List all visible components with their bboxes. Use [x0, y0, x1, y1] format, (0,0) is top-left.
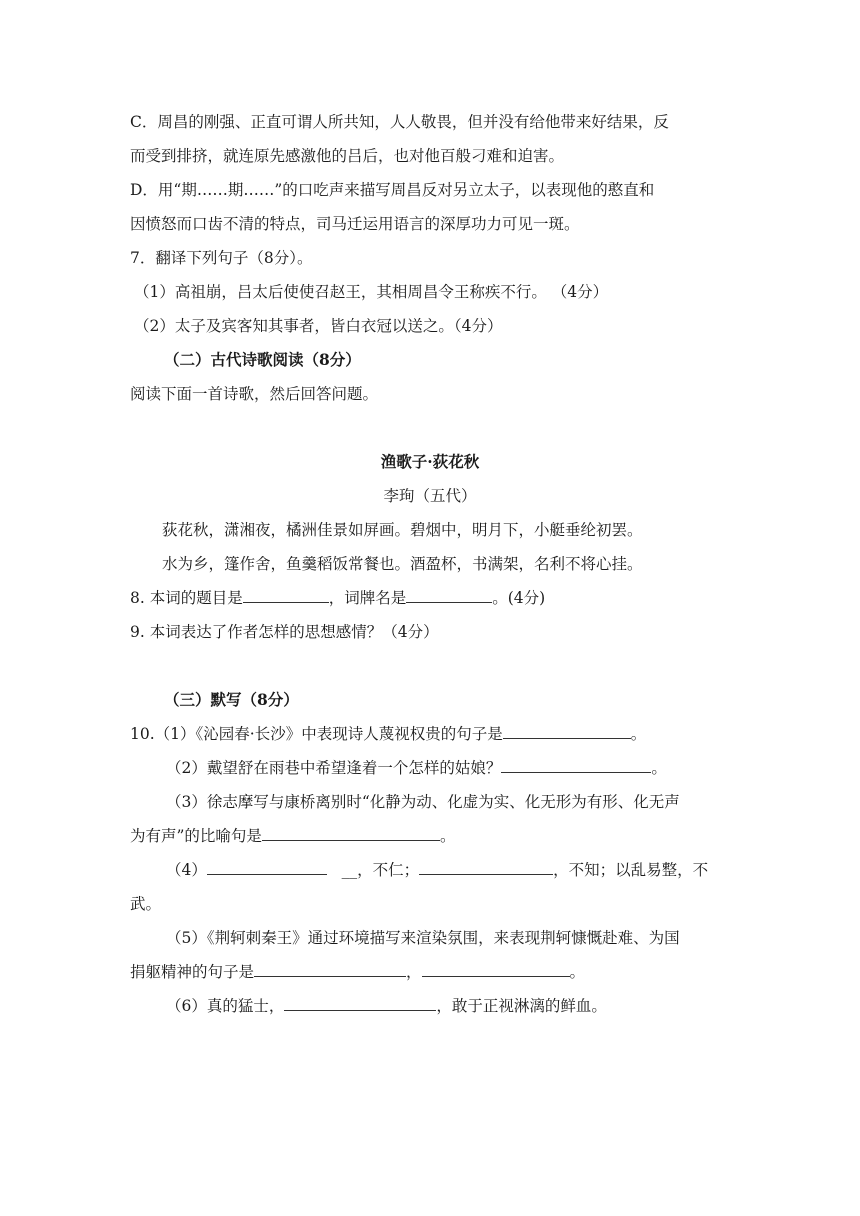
- q7-sentence-2: （2）太子及宾客知其事者，皆白衣冠以送之。（4分）: [134, 317, 503, 335]
- q10-3-blank[interactable]: [262, 826, 440, 841]
- q10-1-text: 10.（1）《沁园春·长沙》中表现诗人蔑视权贵的句子是: [130, 725, 503, 743]
- q10-item-4-line2: 武。: [130, 895, 162, 913]
- q10-4-blank-1[interactable]: [207, 860, 327, 875]
- q10-3-text: 为有声”的比喻句是: [130, 827, 262, 845]
- q6-option-c-line2: 而受到排挤，就连原先感激他的吕后，也对他百般刁难和迫害。: [130, 147, 565, 165]
- q10-5-end: 。: [569, 963, 586, 981]
- q10-4-rest: ，不知；以乱易整，不: [553, 861, 709, 879]
- q10-5-blank-1[interactable]: [254, 962, 406, 977]
- q6-option-c-line1: C．周昌的刚强、正直可谓人所共知，人人敬畏，但并没有给他带来好结果，反: [130, 113, 669, 131]
- q10-item-6: [166, 996, 607, 1016]
- q8-text-c: 。(4分): [492, 589, 546, 607]
- q10-4-text: （4）: [166, 861, 207, 879]
- q10-item-5-line1: （5）《荆轲刺秦王》通过环境描写来渲染氛围，来表现荆轲慷慨赴难、为国: [166, 929, 680, 947]
- q10-5-blank-2[interactable]: [422, 962, 570, 977]
- poem-title: 渔歌子·荻花秋: [380, 452, 480, 471]
- section-3-heading: （三）默写（8分）: [164, 690, 299, 709]
- q10-item-3-line2: [130, 826, 455, 846]
- poem-line-1: 荻花秋，潇湘夜，橘洲佳景如屏画。碧烟中，明月下，小艇垂纶初罢。: [162, 521, 643, 539]
- q10-6-end: ，敢于正视淋漓的鲜血。: [436, 997, 607, 1015]
- q8-title-blank[interactable]: [243, 588, 329, 603]
- q10-2-end: 。: [651, 759, 667, 777]
- q10-4-mid: __，不仁；: [341, 861, 420, 879]
- q10-item-1: [130, 724, 646, 744]
- q10-1-end: 。: [630, 725, 647, 743]
- q6-option-d-line2: 因愤怒而口齿不清的特点，司马迁运用语言的深厚功力可见一斑。: [130, 215, 580, 233]
- q10-6-blank[interactable]: [284, 996, 436, 1011]
- q8-line: [130, 588, 545, 608]
- q10-1-blank[interactable]: [503, 724, 631, 739]
- q10-5-comma: ，: [406, 963, 422, 981]
- q8-cipai-blank[interactable]: [406, 588, 492, 603]
- section-2-instruction: 阅读下面一首诗歌，然后回答问题。: [130, 385, 379, 403]
- q6-option-d-line1: D．用“期……期……”的口吃声来描写周昌反对另立太子，以表现他的憨直和: [130, 181, 655, 199]
- q10-item-3-line1: （3）徐志摩写与康桥离别时“化静为动、化虚为实、化无形为有形、化无声: [166, 793, 680, 811]
- q7-title: 7．翻译下列句子（8分）。: [130, 249, 313, 267]
- q10-5-text: 捐躯精神的句子是: [130, 963, 255, 981]
- q10-item-2: [166, 758, 667, 778]
- q10-4-blank-2[interactable]: [419, 860, 553, 875]
- poem-line-2: 水为乡，篷作舍，鱼羹稻饭常餐也。酒盈杯，书满架，名利不将心挂。: [162, 555, 643, 573]
- q10-item-4-line1: [166, 860, 708, 880]
- q8-text-b: ，词牌名是: [328, 589, 407, 607]
- poem-author: 李珣（五代）: [383, 487, 477, 505]
- q10-6-text: （6）真的猛士，: [166, 997, 285, 1015]
- q10-3-end: 。: [439, 827, 456, 845]
- q7-sentence-1: （1）高祖崩，吕太后使使召赵王，其相周昌令王称疾不行。 （4分）: [134, 283, 609, 301]
- q10-item-5-line2: [130, 962, 585, 982]
- q10-2-text: （2）戴望舒在雨巷中希望逢着一个怎样的姑娘？: [166, 759, 502, 777]
- q9-line: 9. 本词表达了作者怎样的思想感情？（4分）: [130, 623, 439, 641]
- q10-2-blank[interactable]: [501, 758, 651, 773]
- section-2-heading: （二）古代诗歌阅读（8分）: [164, 350, 361, 369]
- q8-text-a: 8. 本词的题目是: [130, 589, 243, 607]
